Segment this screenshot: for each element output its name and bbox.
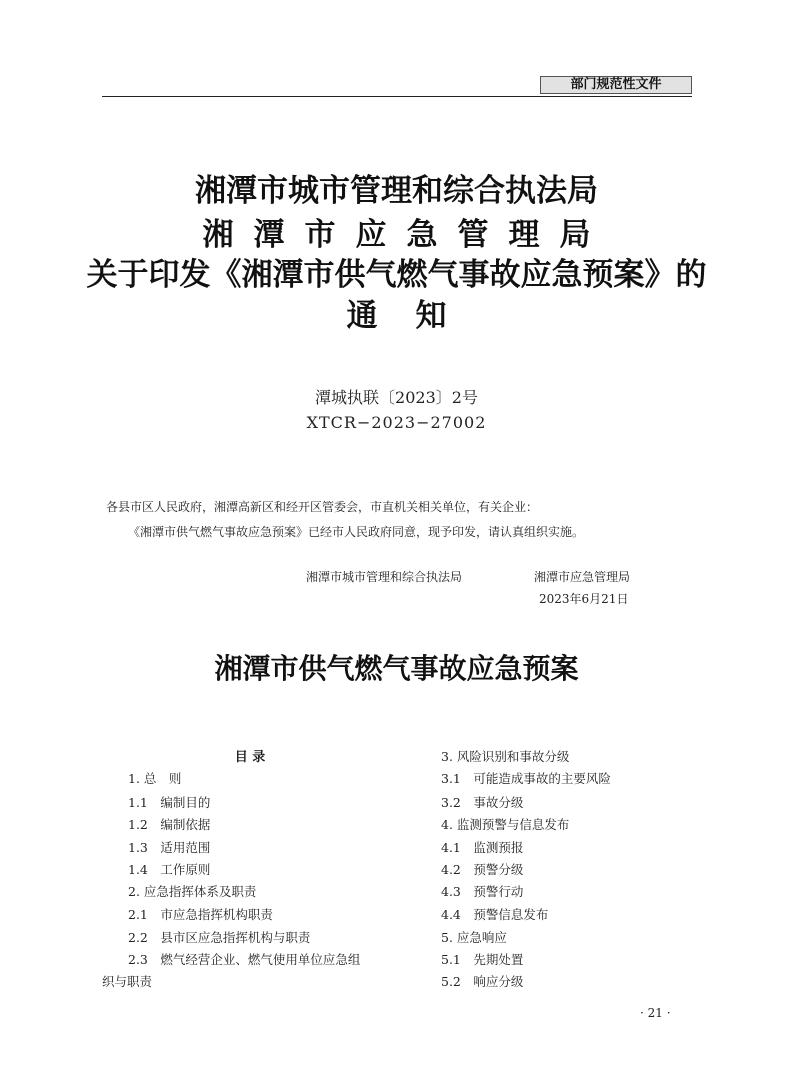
notice-title-line-1: 湘潭市城市管理和综合执法局 bbox=[195, 173, 598, 209]
toc-item: 2.3 燃气经营企业、燃气使用单位应急组 bbox=[128, 952, 361, 967]
notice-body: 《湘潭市供气燃气事故应急预案》已经市人民政府同意，现予印发，请认真组织实施。 bbox=[128, 525, 585, 539]
toc-item: 2. 应急指挥体系及职责 bbox=[128, 884, 257, 899]
toc-item: 4.1 监测预报 bbox=[441, 840, 524, 855]
toc-item: 1.3 适用范围 bbox=[128, 840, 211, 855]
toc-item: 2.2 县市区应急指挥机构与职责 bbox=[128, 930, 311, 945]
toc-item: 1.4 工作原则 bbox=[128, 862, 211, 877]
toc-item: 3. 风险识别和事故分级 bbox=[441, 749, 570, 764]
toc-item: 5.1 先期处置 bbox=[441, 952, 524, 967]
registration-number: XTCR−2023−27002 bbox=[306, 413, 487, 432]
toc-item: 织与职责 bbox=[102, 974, 153, 989]
toc-item: 3.2 事故分级 bbox=[441, 795, 524, 810]
toc-item: 4.4 预警信息发布 bbox=[441, 907, 549, 922]
issue-date: 2023年6月21日 bbox=[539, 592, 629, 606]
header-rule bbox=[102, 96, 692, 97]
addressee: 各县市区人民政府，湘潭高新区和经开区管委会，市直机关相关单位，有关企业： bbox=[106, 500, 539, 514]
document-category-tag: 部门规范性文件 bbox=[540, 76, 692, 94]
plan-title: 湘潭市供气燃气事故应急预案 bbox=[214, 652, 579, 685]
toc-item: 5. 应急响应 bbox=[441, 930, 507, 945]
toc-heading: 目 录 bbox=[234, 750, 266, 765]
page-number: · 21 · bbox=[640, 1006, 671, 1020]
toc-item: 4.2 预警分级 bbox=[441, 862, 524, 877]
notice-title-line-2: 湘潭市应急管理局 bbox=[202, 217, 611, 253]
signatory-2: 湘潭市应急管理局 bbox=[534, 570, 631, 584]
notice-title-line-4: 通知 bbox=[346, 298, 485, 334]
toc-item: 1.2 编制依据 bbox=[128, 817, 211, 832]
toc-item: 2.1 市应急指挥机构职责 bbox=[128, 907, 273, 922]
document-number: 潭城执联〔2023〕2号 bbox=[315, 388, 478, 407]
notice-title-line-3: 关于印发《湘潭市供气燃气事故应急预案》的 bbox=[86, 257, 707, 293]
toc-item: 4. 监测预警与信息发布 bbox=[441, 817, 570, 832]
signatory-1: 湘潭市城市管理和综合执法局 bbox=[306, 570, 463, 584]
toc-item: 3.1 可能造成事故的主要风险 bbox=[441, 771, 611, 786]
toc-item: 1.1 编制目的 bbox=[128, 795, 211, 810]
toc-item: 4.3 预警行动 bbox=[441, 884, 524, 899]
toc-item: 1. 总 则 bbox=[128, 771, 182, 786]
toc-item: 5.2 响应分级 bbox=[441, 974, 524, 989]
